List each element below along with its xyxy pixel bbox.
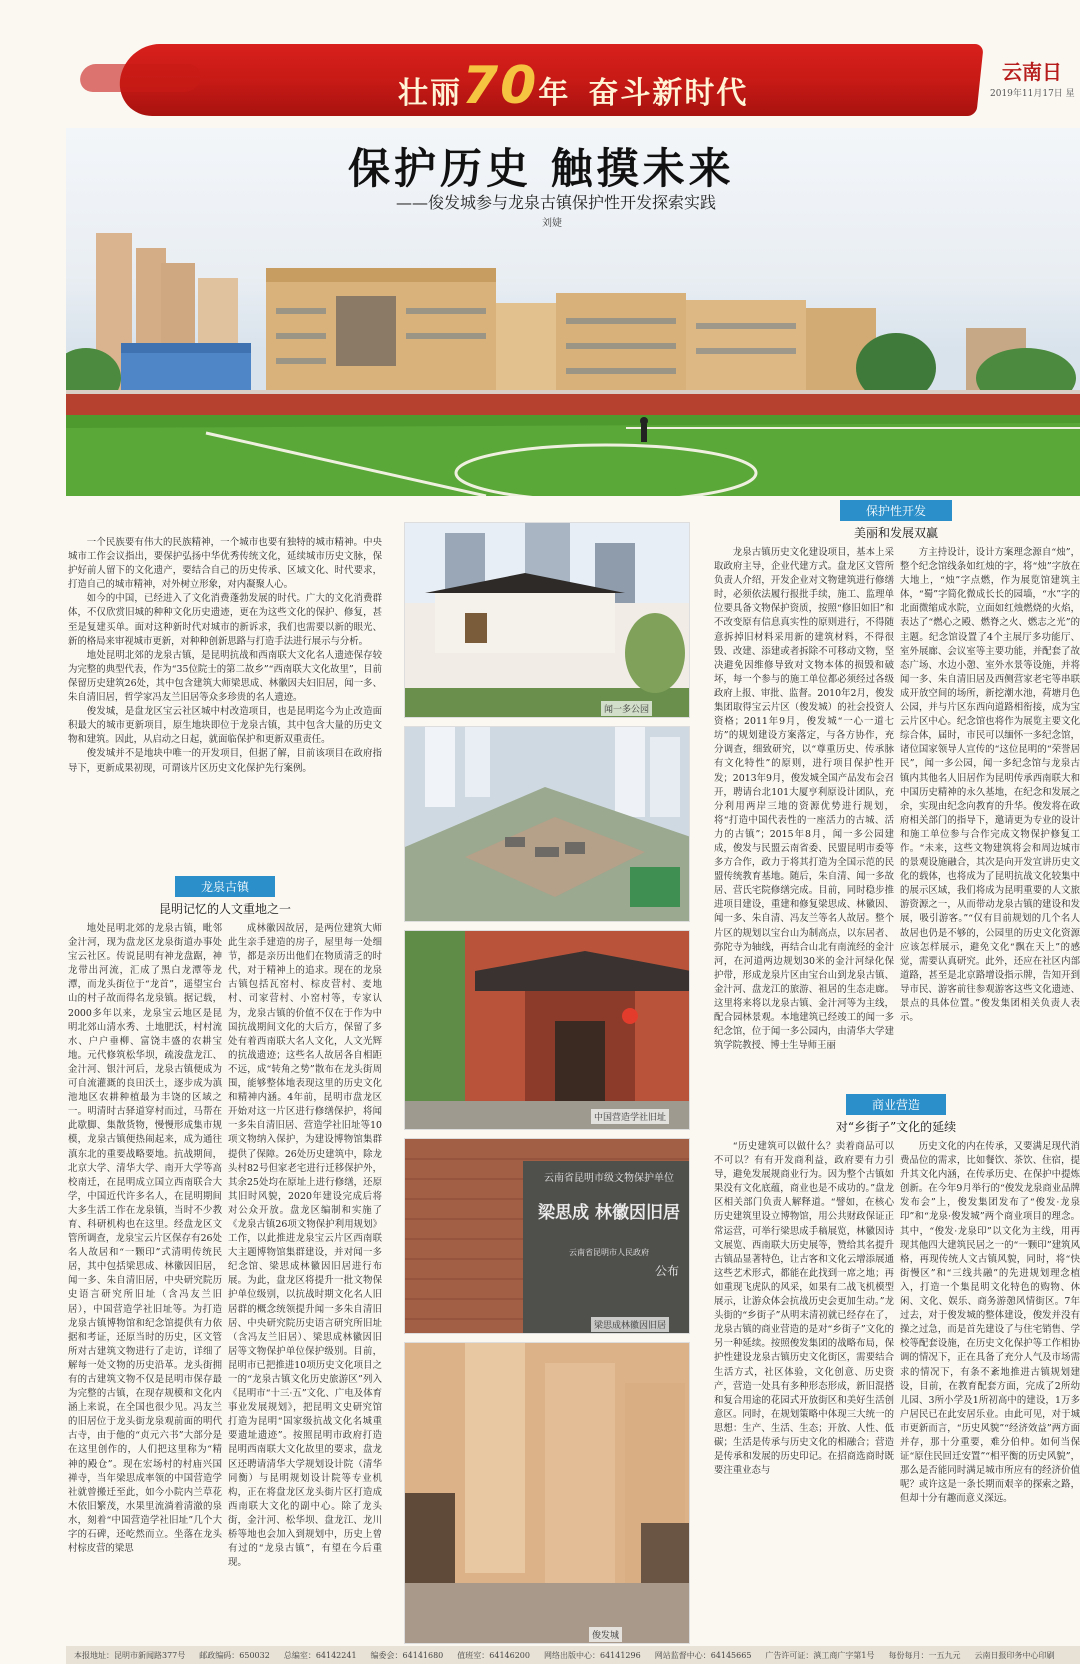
footer-item: 总编室：64142241 (283, 1650, 357, 1660)
photo-junfa-street (404, 1342, 690, 1644)
banner-title (398, 56, 748, 116)
intro-paragraph: 俊发城并不是地块中唯一的开发项目，但据了解，目前该项目在政府指导下，更新成果初现，可谓该片区历史文化保护先行案例。 (68, 748, 382, 774)
section-tag: 商业营造 (846, 1094, 946, 1115)
footer-item: 编委会：64141680 (370, 1650, 444, 1660)
footer-item: 邮政编码：650032 (199, 1650, 270, 1660)
section-commerce-header (712, 1094, 1080, 1135)
section-longquan-col-b (228, 922, 382, 1642)
footer-item: 网络出版中心：64141296 (543, 1650, 641, 1660)
section-paragraph: 成林徽因故居，是两位建筑大师此生亲手建造的房子，屋里每一处细节，都是亲历出他们在物质清乏的时代，对于精神上的追求。现在的龙泉古镇包括瓦窑村、棕皮营村、麦地村、司家营村、小窑村等，专家认为，龙泉古镇的价值不仅在于作为中国抗战期间文化的大后方，保留了多处有着西南联大名人文化，人文光辉的抗战遗迹；这些名人故居各自相距不远，成“转角之势”散布在龙头街周围，能够整体地表现这里的历史文化和精神内涵。4年前，昆明市盘龙区开始对这一片区进行修缮保护，将闻一多朱自清旧居、营造学社旧址等10项文物纳入保护，为建设博物馆集群提供了保障。26处历史建筑中，除龙头村82号但家老宅进行迁移保护外，其余25处均在原址上进行修缮，还原其旧时风貌，2020年建设完成后将对公众开放。盘龙区编制和实施了《龙泉古镇26项文物保护利用规划》工作，以此推进龙泉宝云片区西南联大主题博物馆集群建设，并对闻一多纪念馆、梁思成林徽因旧居进行布展。为此，盘龙区将提升一批文物保护单位级别，以抗战时期文化名人旧居群的概念统领提升闻一多朱自清旧居、中央研究院历史语言研究所旧址（含冯友兰旧居）、梁思成林徽因旧居等文物保护单位保护级别。目前，昆明市已把推进10项历史文化项目之一的“龙泉古镇文化历史旅游区”列入《昆明市“十三·五”文化、广电及体育事业发展规划》，把昆明文史研究馆打造为昆明“国家级抗战文化名城重要遗址遗迹”。按照昆明市政府打造昆明西南联大文化故里的要求，盘龙区还聘请清华大学规划设计院（清华同衡）与昆明规划设计院等专业机构，正在将盘龙区龙头街片区打造成西南联大文化的副中心。除了龙头街，金汁河、松华坝、盘龙江、龙川桥等地也会加入到规划中，历史上曾有过的“龙泉古镇”，有望在今后重现。 (228, 923, 382, 1569)
intro-paragraph: 如今的中国，已经进入了文化消费蓬勃发展的时代。广大的文化消费群体，不仅欣赏旧城的种种文化历史遗迹，更在为这些文化的保护、修复，甚至是复建买单。面对这种新时代对城市的新诉求，我们也需要以新的眼光、新的格局来审视城市更新，对种种创新思路与打造手法进行展示与分析。 (68, 593, 382, 647)
photo-plaque (404, 1138, 690, 1334)
plaque-line: 梁思成 林徽因旧居 (538, 1203, 680, 1223)
footer-item: 网站监督中心：64145665 (654, 1650, 752, 1660)
photo-caption: 俊发城 (589, 1627, 622, 1642)
section-longquan-header (68, 876, 382, 917)
footer-item: 云南日报印务中心印刷 (974, 1650, 1055, 1660)
paper-name: 云南日 (1002, 60, 1062, 84)
footer-item: 广告许可证：滇工商广字第1号 (765, 1650, 875, 1660)
section-tag: 保护性开发 (840, 500, 952, 521)
section-paragraph: 历史文化的内在传承，又要满足现代消费品位的需求，比如餐饮、茶饮、住宿，提升其文化内涵，在传承历史、在保护中提炼创新。在今年9月举行的“俊发龙泉商业品牌发布会”上，俊发集团发布了“俊发·龙泉印”和“龙泉·俊发城”两个商业项目的理念。其中，“俊发·龙泉印”以文化为主线，用再现其他四大建筑民居之一的“一颗印”建筑风格，再现传统人文古镇风貌，同时，将“快街慢区”和“三线共融”的先进规划理念植入，打造一个集昆明文化特色的购物、休闲、文化、娱乐、商务游憩风情街区。7年过去，对于俊发城的整体建设，俊发并没有操之过急，而是首先建设了与住宅销售、学校等配套设施，在历史文化保护等工作相协调的情况下，正在具备了充分人气及市场需求的情况下，有条不紊地推进古镇规划建设，目前，在教育配套方面，完成了2所幼儿园、3所小学及1所初高中的建设，1万多户居民已在此安居乐业。由此可见，对于城市更新而言，“历史风貌”“经济效益”两方面并存，那十分重要，难分伯仲。如何当保证“原住民回迁安置”“相平衡的历史风貌”，那么是否能同时满足城市所应有的经济价值呢？或许这是一条长期而艰辛的探索之路，但却十分有趣而意义深远。 (900, 1141, 1080, 1505)
section-commerce-col-a (714, 1140, 894, 1642)
hero-photo (66, 128, 1080, 496)
photo-yingzao-society (404, 930, 690, 1130)
plaque-line: 云南省昆明市级文物保护单位 (544, 1173, 674, 1184)
section-subtitle: 美丽和发展双赢 (853, 526, 938, 540)
hero-subtitle: ——俊发城参与龙泉古镇保护性开发探索实践 (396, 193, 717, 212)
intro-paragraph: 俊发城，是盘龙区宝云社区城中村改造项目，也是昆明迄今为止改造面积最大的城市更新项目，原生地块即位于龙泉古镇，其中包含大量的历史文物和建筑。因此，从启动之日起，就面临保护和更新双重责任。 (68, 706, 382, 746)
section-protection-col-b (900, 546, 1080, 1076)
section-subtitle: 昆明记忆的人文重地之一 (158, 902, 291, 916)
plaque-line: 云南省昆明市人民政府 (569, 1248, 649, 1257)
section-tag: 龙泉古镇 (175, 876, 275, 897)
footer-info (66, 1646, 1080, 1664)
intro-paragraph: 地处昆明北郊的龙泉古镇，是昆明抗战和西南联大文化名人遗迹保存较为完整的典型代表，作为“35位院士的第二故乡”“西南联大文化故里”，目前保留历史建筑26处，其中包含建筑大师梁思成、林徽因夫妇旧居，闻一多、朱自清旧居，哲学家冯友兰旧居等众多珍贵的名人遗迹。 (68, 649, 382, 704)
footer-item: 每份每月：一五九元 (888, 1650, 961, 1660)
section-paragraph: 龙泉古镇历史文化建设项目，基本上采取政府主导，企业代建方式。盘龙区文管所负责人介绍，开发企业对文物建筑进行修缮时，必须依法履行报批手续，施工、监理单位要具备文物保护资质，按照“修旧如旧”和不改变原有信息真实性的原则进行，不得随意拆掉旧材料采用新的建筑材料，不得很毁、改建、添建或者拆除不可移动文物，坚决避免因维修导致对文物本体的损毁和破坏，每一个参与的施工单位都必须经过各级政府上报、审批、监督。2010年2月，俊发集团取得宝云片区（俊发城）的社会投资人资格；2011年9月，俊发城“一心一道七坊”的规划建设方案落定，与各方协作，充分调查，细致研究，以“尊重历史、传承脉有文化特性”的原则，进行项目保护性开发；2013年9月，俊发城全国产品发布会召开，聘请台北101大厦亨利原设计团队，充分利用两岸三地的资源优势进行规划，将“打造中国代表性的一座活力的古城、活力的古镇”；2015年8月，闻一多公园建成，俊发与民盟云南省委、民盟昆明市委等多方合作，政力于将其打造为全国示范的民盟传统教育基地。随后，朱自清、闻一多故居、营氏宅院修缮完成。目前，同时稳步推进项目建设，重建和修复梁思成、林徽因、闻一多、朱自清、冯友兰等名人故居。整个片区的规划以宝台山为制高点，以东居者、弥陀寺为轴线，再结合山北有南流经的金汁河，在河道两边规划30米的金汁河绿化保护带，形成龙泉片区由宝台山到龙泉古镇、金汁河、盘龙江的旅游、祖居的生态走廊。这里将来将以龙泉古镇、金汁河等为主线，配合园林景观。本地建筑已经竣工的闻一多纪念馆，位于闻一多公园内，由清华大学建筑学院教授、博士生导师王丽 (714, 547, 894, 1052)
section-subtitle: 对“乡街子”文化的延续 (835, 1120, 957, 1134)
intro-article (68, 536, 382, 866)
section-paragraph: 方主持设计，设计方案理念源自“烛”，整个纪念馆线条如红烛的字，将“烛”字放在大地上，“烛”字点燃，作为展览馆建筑主体，“蜀”字简化微成长长的园墙，“水”字的北面微缩成水院，立面如红烛燃烧的火焰，表达了“燃心之殿、燃脊之火、燃志之光”的主题。纪念馆设置了4个主展厅多功能厅、室外展廊、会议室等主要功能，并配套了故态广场、水边小憩、室外水景等设施，并将闻一多、朱自清旧居及西侧营家老宅等串联成开放空间的场所，新挖潮水池，荷塘月色公园，并与片区东西向道路相衔接，成为宝云片区中心。纪念馆也将作为展览主要文化综合体，届时，市民可以缅怀一多纪念馆，诸位国家领导人宣传的“这位昆明的“荣誉居民”，闻一多公园，闻一多纪念馆与龙泉古镇内其他名人旧居作为昆明传承西南联大和中国历史精神的永久基地，在纪念和发展之余，实现由纪念向教育的升华。俊发将在政府相关部门的指导下，邀请更为专业的设计和施工单位参与合作完成文物保护修复工作。“未来，这些文物建筑将会和周边城市的景观设施融合，其次是向开发宣讲历史文化的载体，也将成为了昆明抗战文化较集中的展示区域，我们将成为昆明重要的人文旅游资源之一，从而带动龙泉古镇的建设和发展，吸引游客。”“仅有目前规划的几个名人故居也仍是不够的，公园里的历史文化资源应该怎样展示，避免文化“飘在天上”的感觉，需要认真研究。此外，还应在社区内部道路，甚至是北京路增设指示牌，告知开到导市民、游客前往参观游客这些文化遗迹、景点的具体位置。”俊发集团相关负责人表示。 (900, 547, 1080, 1024)
paper-date: 2019年11月17日 星 (990, 89, 1075, 99)
section-paragraph: “历史建筑可以做什么？卖着商品可以不可以？有有开发商利益，政府要有力引导，避免发展规商业行为。因为整个古镇如果没有文化底蕴，商业也是不成功的。”盘龙区相关部门负责人解释道。“譬如，在核心历史建筑里设立博物馆，用公共财政保证正常运营，可举行梁思成手稿展览，林徽因诗文展览、西南联大历史展等，赞给其名提升古镇品显著特色，让古客和文化云增添展通这些艺术形式，都能在此找到一席之地；再如重现飞虎队的风采，如果有二战飞机模型展示，让游众体会抗战历史会更加生动。”龙头街的“乡街子”从明末清初就已经存在了，龙泉古镇的商业营造的是对“乡街子”文化的另一种延续。按照俊发集团的战略布局，保护性建设龙泉古镇历史文化街区，需要结合生活方式，社区体验，文化创意、历史资产，营造一处具有多种形态形成，新旧混搭和复合用途的花园式开放街区和美好生活创意区。同时，在规划策略中体现三大统一的思想：生产、生活、生态；开放、人性、低碳；生活是传承与历史文化的相融合；营造是传承和发展的历史印记。在招商选商时既要注重业态与 (714, 1141, 894, 1477)
footer-item: 值班室：64146200 (457, 1650, 530, 1660)
photo-caption: 梁思成林徽因旧居 (591, 1317, 669, 1332)
intro-paragraph: 一个民族要有伟大的民族精神，一个城市也要有独特的城市精神。中央城市工作会议指出，要保护弘扬中华优秀传统文化，延续城市历史文脉，保护好前人留下的文化遗产，要结合自己的历史传承、区域文化、时代要求，打造自己的城市精神，对外树立形象，对内凝聚人心。 (68, 537, 382, 591)
masthead-banner (0, 0, 1080, 128)
section-protection-header (712, 500, 1080, 541)
section-protection-col-a (714, 546, 894, 1076)
banner-title-part3: 奋斗新时代 (588, 76, 749, 111)
banner-title-part2: 年 (538, 76, 571, 111)
hero-author: 刘婕 (542, 218, 562, 229)
photo-caption: 闻一多公园 (601, 701, 652, 716)
photo-wenyiduo-park (404, 522, 690, 718)
hero-title: 保护历史 触摸未来 (348, 144, 735, 193)
banner-title-part1: 壮丽 (398, 76, 462, 111)
section-commerce-col-b (900, 1140, 1080, 1642)
section-paragraph: 地处昆明北郊的龙泉古镇，毗邻金汁河，现为盘龙区龙泉街道办事处宝云社区。传说昆明有神龙盘踞，神龙带出河流，汇成了黑白龙潭等龙潭，而龙头街位于“龙首”，遥望宝台山的村子故而得名龙泉镇。据记载，2000多年以来，龙泉宝云地区是昆明北郊山清水秀、土地肥沃，村村流水、户户垂柳、富饶丰盛的农耕宝地。元代修筑松华坝，疏浚盘龙江、金汁河、银汁河后，龙泉古镇便成为可自流灌溉的良田沃土，逐步成为滇池地区农耕种植最为丰饶的区域之一。明清时古驿道穿村而过，马帮在此歇脚、集散货物，慢慢形成集市规模，龙泉古镇便热闹起来，成为通往滇东北的重要战略要地。抗战期间，北京大学、清华大学、南开大学等高校南迁，在昆明成立国立西南联合大学，中国近代许多名人，在昆明期间大多生活工作在龙泉镇，当时不少教育、科研机构也在这里。经盘龙区文管所调查，龙泉宝云片区保存有26处名人故居和“一颗印”式清明传统民居，其中包括梁思成、林徽因旧居，闻一多、朱自清旧居，中央研究院历史语言研究所旧址（含冯友兰旧居），中国营造学社旧址等。为打造龙泉古镇博物馆和纪念馆提供有力依据和考证，还原当时的历史，区文管所对古建筑文物进行了走访，详细了解每一处文物的历史沿革。龙头街拥有的古建筑文物不仅是昆明市保存最为完整的古镇，在现存规模和文化内涵上来说，在全国也很少见。冯友兰的旧居位于龙头街龙泉观前面的明代古寺，由于他的“贞元六书”大部分是在这里创作的，人们把这里称为“精神的殿仓”。现在宏场村的村庙兴国禅寺，当年梁思成率领的中国营造学社就曾搬迁至此，如今小院内兰草花木依旧繁茂，水果里流淌着清澈的泉水，刻着“中国营造学社旧址”几个大字的石碑，还屹然而立。坐落在龙头村棕皮营的梁思 (68, 923, 222, 1555)
photo-caption: 中国营造学社旧址 (591, 1109, 669, 1124)
plaque-line: 公布 (654, 1264, 679, 1278)
plaque-text (531, 1169, 687, 1279)
photo-aerial-rendering (404, 726, 690, 922)
footer-item: 本报地址：昆明市新闻路377号 (74, 1650, 186, 1660)
banner-70: 70 (462, 56, 539, 116)
section-longquan-col-a (68, 922, 222, 1642)
